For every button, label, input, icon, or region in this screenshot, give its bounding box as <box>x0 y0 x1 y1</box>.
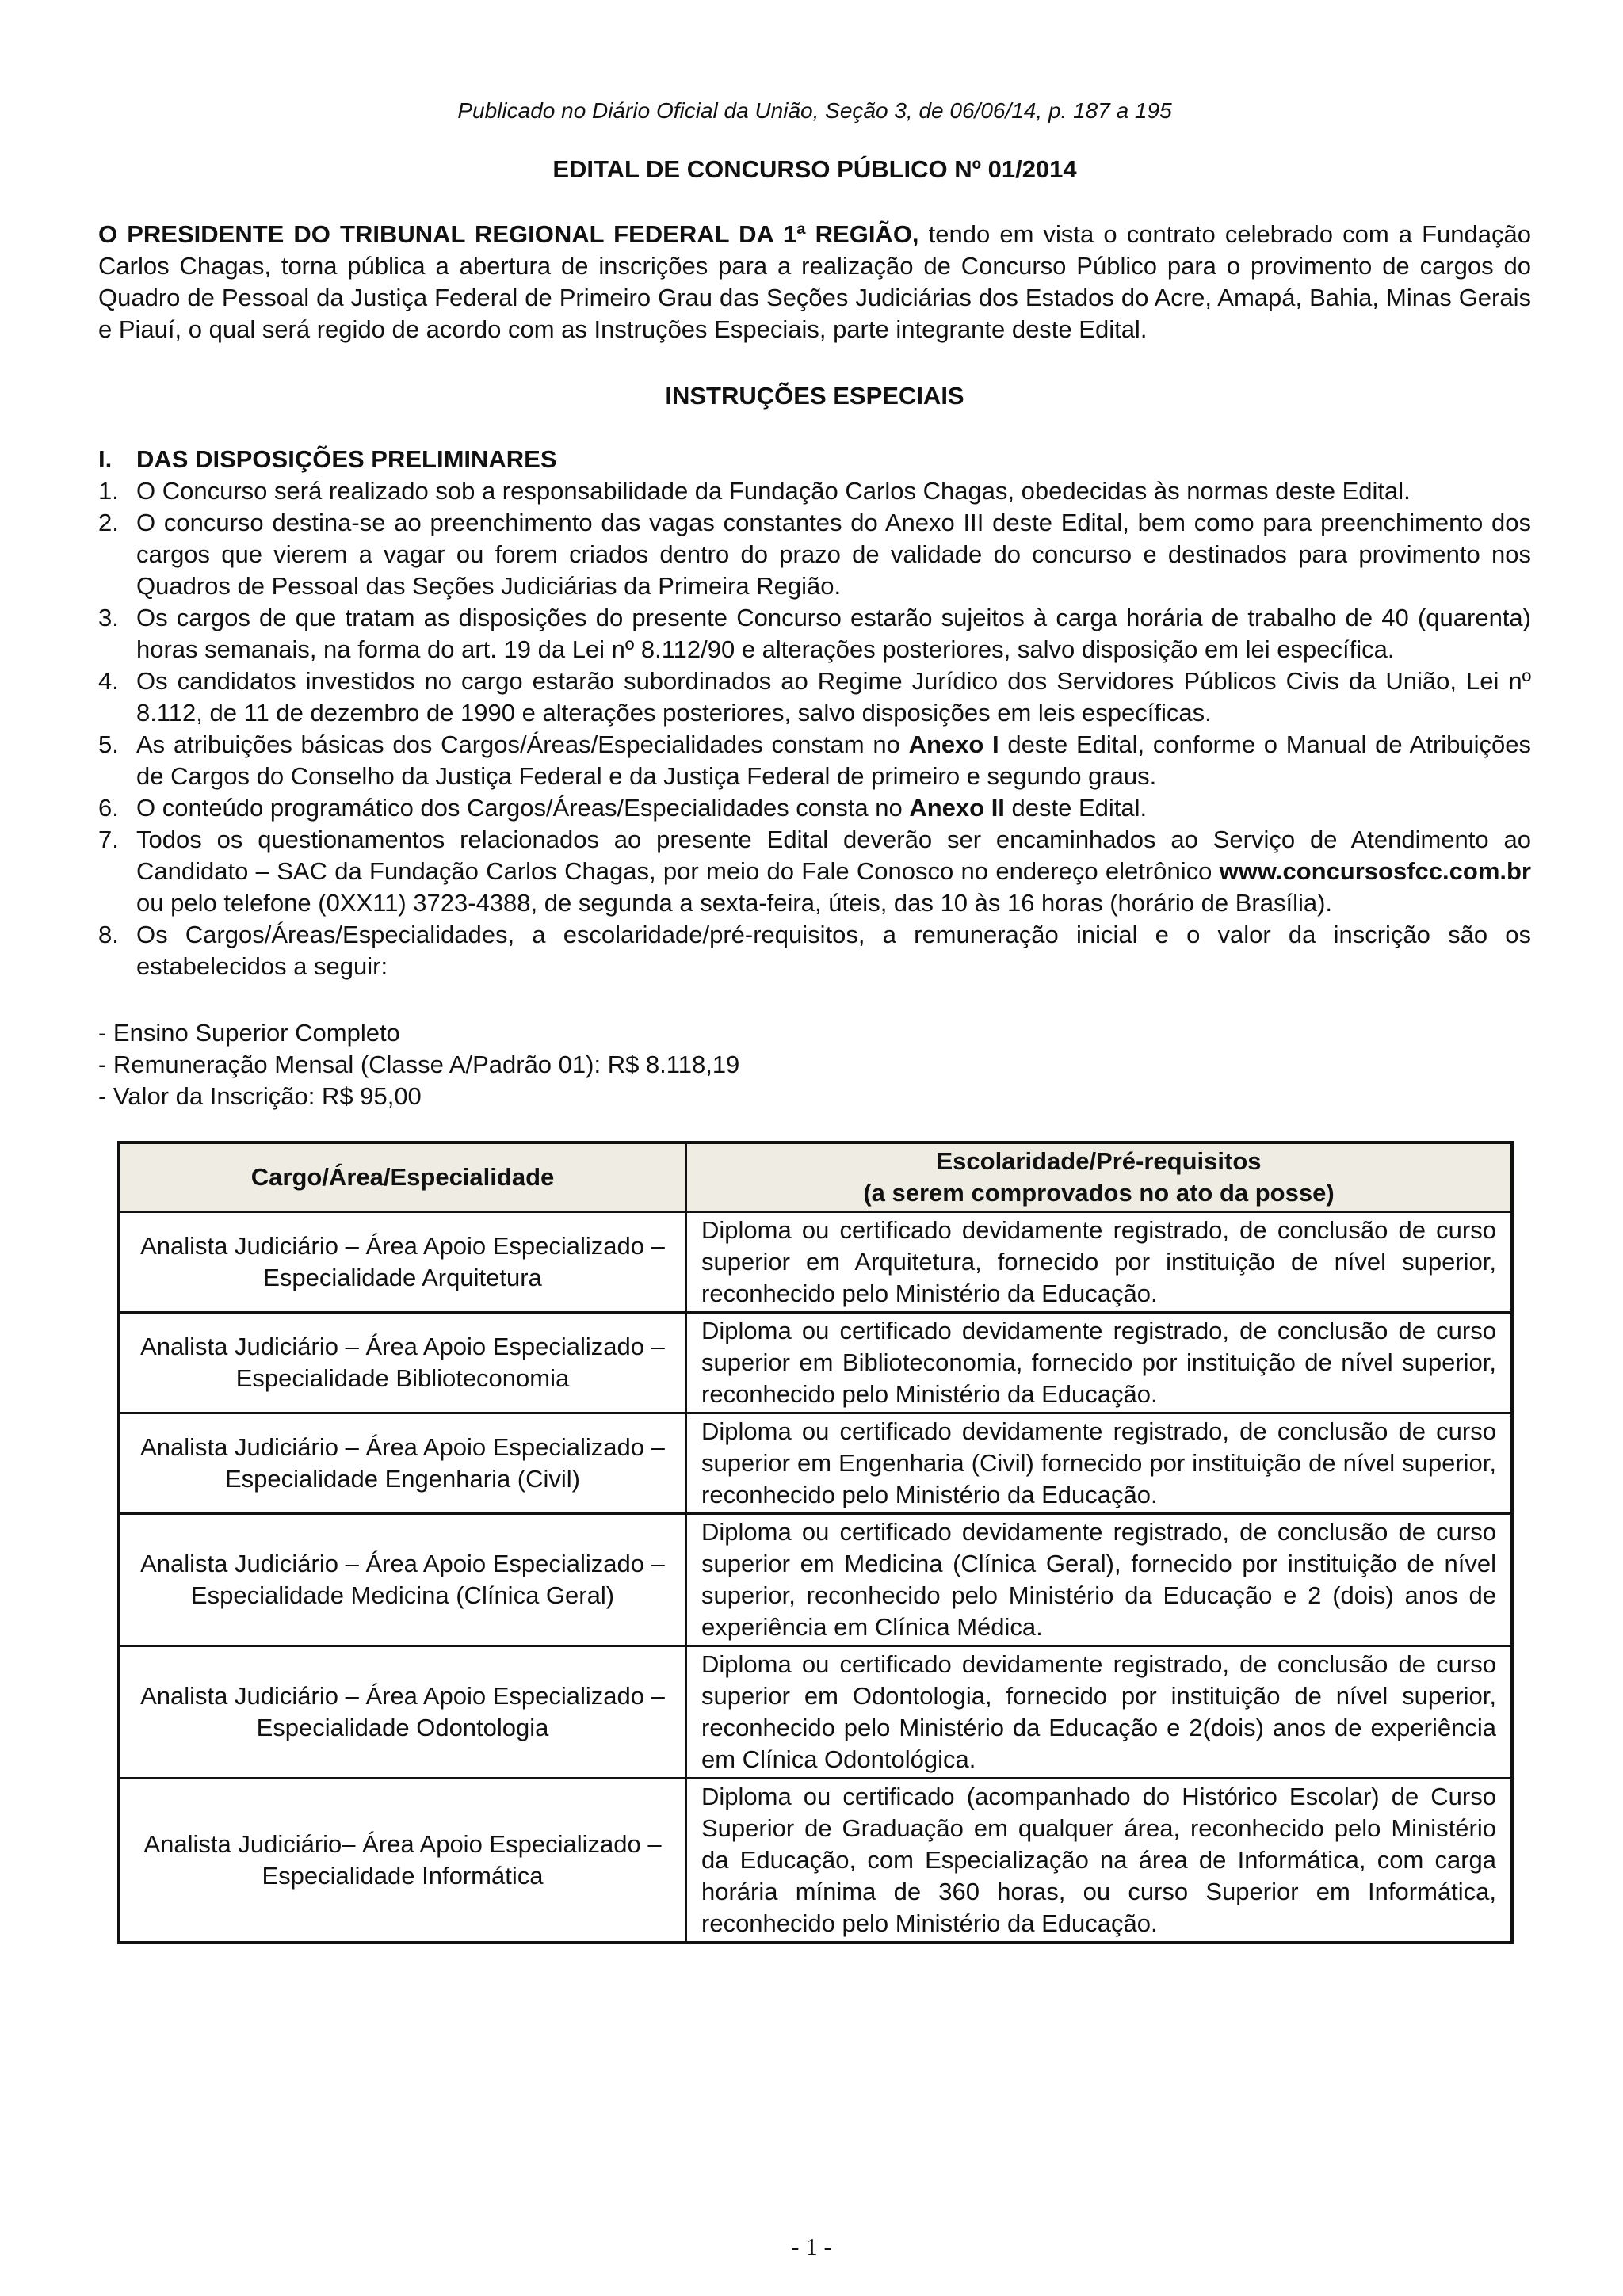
item-number: 3. <box>98 604 119 631</box>
intro-paragraph <box>98 219 1531 345</box>
cell-cargo: Analista Judiciário– Área Apoio Especializado – Especialidade Informática <box>119 1779 686 1943</box>
provisions-list <box>98 475 1531 982</box>
cell-cargo: Analista Judiciário – Área Apoio Especializado – Especialidade Arquitetura <box>119 1212 686 1313</box>
list-item <box>98 729 1531 792</box>
item-text: Os cargos de que tratam as disposições do presente Concurso estarão sujeitos à carga horária de trabalho de 40 (quarenta) horas semanais, na forma do art. 19 da Lei nº 8.112/90 e alterações posteriores, salvo disposição em lei específica. <box>136 604 1531 663</box>
item-number: 1. <box>98 477 119 505</box>
list-item <box>98 507 1531 602</box>
instructions-title: INSTRUÇÕES ESPECIAIS <box>665 382 964 410</box>
table-row <box>119 1313 1512 1413</box>
table-row <box>119 1413 1512 1514</box>
item-number: 5. <box>98 730 119 758</box>
sac-website-link[interactable]: www.concursosfcc.com.br <box>1219 857 1531 885</box>
item-text: Os Cargos/Áreas/Especialidades, a escolaridade/pré-requisitos, a remuneração inicial e o valor da inscrição são os estabelecidos a seguir: <box>136 921 1531 980</box>
intro-text: tendo em vista o contrato celebrado com a Fundação Carlos Chagas, torna pública a abertura de inscrições para a realização de Concurso Público para o provimento de cargos do Quadro de Pessoal da Justiça Federal de Primeiro Grau das Seções Judiciárias dos Estados do Acre, Amapá, Bahia, Minas Gerais e Piauí, o qual será regido de acordo com as Instruções Especiais, parte integrante deste Edital. <box>98 220 1531 343</box>
cell-cargo: Analista Judiciário – Área Apoio Especializado – Especialidade Medicina (Clínica Geral) <box>119 1514 686 1646</box>
requirement-education: - Ensino Superior Completo <box>98 1019 400 1047</box>
requirement-salary: - Remuneração Mensal (Classe A/Padrão 01): R$ 8.118,19 <box>98 1051 740 1078</box>
list-item <box>98 824 1531 919</box>
item-number: 8. <box>98 921 119 948</box>
page-number: - 1 - <box>791 2233 832 2260</box>
item-text: O Concurso será realizado sob a responsabilidade da Fundação Carlos Chagas, obedecidas às normas deste Edital. <box>136 477 1411 505</box>
list-item <box>98 602 1531 666</box>
item-text: Os candidatos investidos no cargo estarão subordinados ao Regime Jurídico dos Servidores Públicos Civis da União, Lei nº 8.112, de 11 de dezembro de 1990 e alterações posteriores, salvo disposições em leis específicas. <box>136 667 1531 727</box>
cell-requisito: Diploma ou certificado devidamente registrado, de conclusão de curso superior em Biblioteconomia, fornecido por instituição de nível superior, reconhecido pelo Ministério da Educação. <box>686 1313 1513 1413</box>
section-roman: I. <box>98 445 113 473</box>
cell-cargo: Analista Judiciário – Área Apoio Especializado – Especialidade Odontologia <box>119 1646 686 1779</box>
list-item <box>98 792 1531 824</box>
item-number: 4. <box>98 667 119 695</box>
table-row <box>119 1212 1512 1313</box>
cell-requisito: Diploma ou certificado devidamente registrado, de conclusão de curso superior em Odontologia, fornecido por instituição de nível superior, reconhecido pelo Ministério da Educação e 2(dois) anos de experiência em Clínica Odontológica. <box>686 1646 1513 1779</box>
item-text-post: ou pelo telefone (0XX11) 3723-4388, de segunda a sexta-feira, úteis, das 10 às 16 horas (horário de Brasília). <box>136 889 1333 917</box>
list-item <box>98 666 1531 729</box>
col-header-requisitos <box>686 1142 1513 1212</box>
cell-requisito: Diploma ou certificado (acompanhado do Histórico Escolar) de Curso Superior de Graduação em qualquer área, reconhecido pelo Ministério da Educação, com Especialização na área de Informática, com carga horária mínima de 360 horas, ou curso Superior em Informática, reconhecido pelo Ministério da Educação. <box>686 1779 1513 1943</box>
cell-cargo: Analista Judiciário – Área Apoio Especializado – Especialidade Biblioteconomia <box>119 1313 686 1413</box>
item-text-bold: Anexo II <box>909 794 1005 822</box>
item-text-bold: Anexo I <box>908 730 999 758</box>
item-text: O concurso destina-se ao preenchimento das vagas constantes do Anexo III deste Edital, bem como para preenchimento dos cargos que vierem a vagar ou forem criados dentro do prazo de validade do concurso e destinados para provimento nos Quadros de Pessoal das Seções Judiciárias da Primeira Região. <box>136 509 1531 600</box>
item-text-pre: Todos os questionamentos relacionados ao presente Edital deverão ser encaminhados ao Serviço de Atendimento ao Candidato – SAC da Fundação Carlos Chagas, por meio do Fale Conosco no endereço eletrônico <box>136 826 1531 885</box>
cell-requisito: Diploma ou certificado devidamente registrado, de conclusão de curso superior em Medicina (Clínica Geral), fornecido por instituição de nível superior, reconhecido pelo Ministério da Educação e 2 (dois) anos de experiência em Clínica Médica. <box>686 1514 1513 1646</box>
list-item <box>98 475 1531 507</box>
item-text-pre: O conteúdo programático dos Cargos/Áreas/Especialidades consta no <box>136 794 910 822</box>
col-header-cargo: Cargo/Área/Especialidade <box>119 1142 686 1212</box>
section-title-text: DAS DISPOSIÇÕES PRELIMINARES <box>136 445 557 473</box>
edital-title: EDITAL DE CONCURSO PÚBLICO Nº 01/2014 <box>552 155 1077 183</box>
cell-cargo: Analista Judiciário – Área Apoio Especializado – Especialidade Engenharia (Civil) <box>119 1413 686 1514</box>
requirement-fee: - Valor da Inscrição: R$ 95,00 <box>98 1082 422 1110</box>
col-header-requisitos-line2: (a serem comprovados no ato da posse) <box>863 1179 1335 1207</box>
item-number: 7. <box>98 826 119 853</box>
table-row <box>119 1779 1512 1943</box>
item-text-pre: As atribuições básicas dos Cargos/Áreas/Especialidades constam no <box>136 730 909 758</box>
cell-requisito: Diploma ou certificado devidamente registrado, de conclusão de curso superior em Arquitetura, fornecido por instituição de nível superior, reconhecido pelo Ministério da Educação. <box>686 1212 1513 1313</box>
item-text-post: deste Edital, conforme o Manual de Atribuições de Cargos do Conselho da Justiça Federal e da Justiça Federal de primeiro e segundo graus. <box>136 730 1532 790</box>
cell-requisito: Diploma ou certificado devidamente registrado, de conclusão de curso superior em Engenharia (Civil) fornecido por instituição de nível superior, reconhecido pelo Ministério da Educação. <box>686 1413 1513 1514</box>
table-row <box>119 1646 1512 1779</box>
publication-note: Publicado no Diário Oficial da União, Seção 3, de 06/06/14, p. 187 a 195 <box>457 98 1172 123</box>
table-header-row <box>119 1142 1512 1212</box>
cargos-table <box>117 1141 1514 1944</box>
item-number: 2. <box>98 509 119 536</box>
col-header-requisitos-line1: Escolaridade/Pré-requisitos <box>936 1147 1262 1175</box>
item-number: 6. <box>98 794 119 822</box>
section-title <box>98 444 1531 475</box>
intro-bold-lead: O PRESIDENTE DO TRIBUNAL REGIONAL FEDERAL DA 1ª REGIÃO, <box>98 220 919 248</box>
table-row <box>119 1514 1512 1646</box>
item-text-post: deste Edital. <box>1004 794 1148 822</box>
requirements-list <box>98 1017 1531 1112</box>
list-item <box>98 919 1531 982</box>
